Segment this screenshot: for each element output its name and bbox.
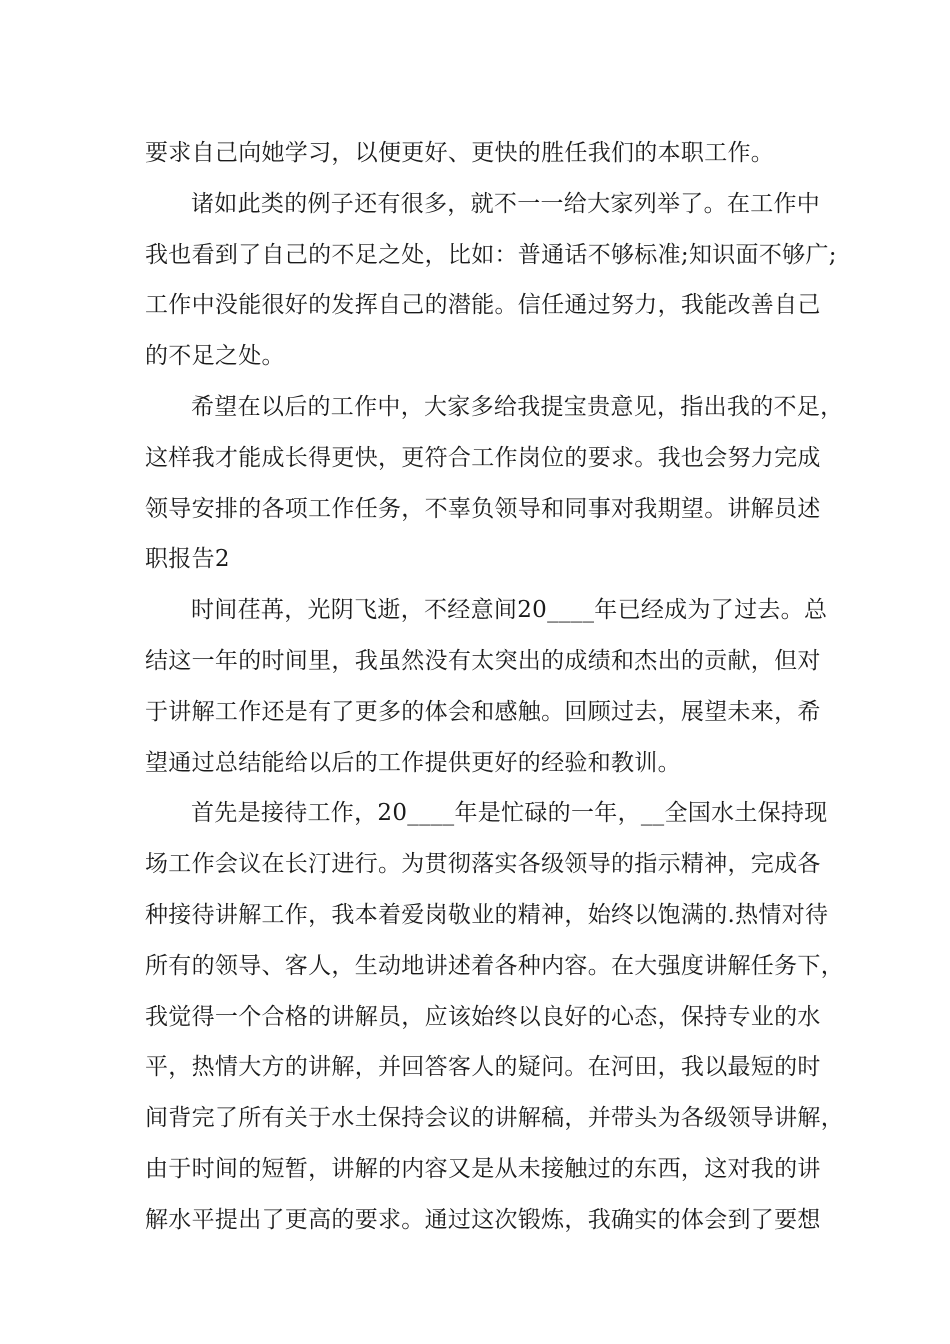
text-line: 间背完了所有关于水土保持会议的讲解稿，并带头为各级领导讲解， — [145, 1105, 844, 1132]
text-line: 所有的领导、客人，生动地讲述着各种内容。在大强度讲解任务下， — [145, 952, 844, 979]
text-line: 职报告2 — [145, 546, 230, 573]
paragraph-start-line: 诸如此类的例子还有很多，就不一一给大家列举了。在工作中 — [191, 190, 821, 217]
text-line: 要求自己向她学习，以便更好、更快的胜任我们的本职工作。 — [145, 140, 775, 166]
text-line: 种接待讲解工作，我本着爱岗敬业的精神，始终以饱满的.热情对待 — [145, 901, 829, 928]
text-line: 平，热情大方的讲解，并回答客人的疑问。在河田，我以最短的时 — [145, 1054, 821, 1081]
text-line: 由于时间的短暂，讲解的内容又是从未接触过的东西，这对我的讲 — [145, 1155, 821, 1182]
text-line: 我觉得一个合格的讲解员，应该始终以良好的心态，保持专业的水 — [145, 1003, 821, 1030]
text-line: 于讲解工作还是有了更多的体会和感触。回顾过去，展望未来，希 — [145, 698, 821, 725]
document-body — [145, 128, 845, 1246]
paragraph-start-line: 希望在以后的工作中，大家多给我提宝贵意见，指出我的不足， — [191, 393, 844, 420]
text-line: 的不足之处。 — [145, 343, 285, 370]
paragraph-start-line: 时间荏苒，光阴飞逝，不经意间20____年已经成为了过去。总 — [191, 597, 828, 624]
text-line: 领导安排的各项工作任务，不辜负领导和同事对我期望。讲解员述 — [145, 495, 821, 522]
text-line: 工作中没能很好的发挥自己的潜能。信任通过努力，我能改善自己 — [145, 292, 821, 319]
text-line: 我也看到了自己的不足之处，比如：普通话不够标准;知识面不够广; — [145, 241, 837, 268]
text-line: 结这一年的时间里，我虽然没有太突出的成绩和杰出的贡献，但对 — [145, 647, 821, 674]
text-line: 解水平提出了更高的要求。通过这次锻炼，我确实的体会到了要想 — [145, 1206, 821, 1233]
text-line: 望通过总结能给以后的工作提供更好的经验和教训。 — [145, 749, 681, 776]
text-line: 场工作会议在长汀进行。为贯彻落实各级领导的指示精神，完成各 — [145, 851, 821, 878]
text-line: 这样我才能成长得更快，更符合工作岗位的要求。我也会努力完成 — [145, 444, 821, 471]
paragraph-start-line: 首先是接待工作，20____年是忙碌的一年，__全国水土保持现 — [191, 800, 828, 827]
